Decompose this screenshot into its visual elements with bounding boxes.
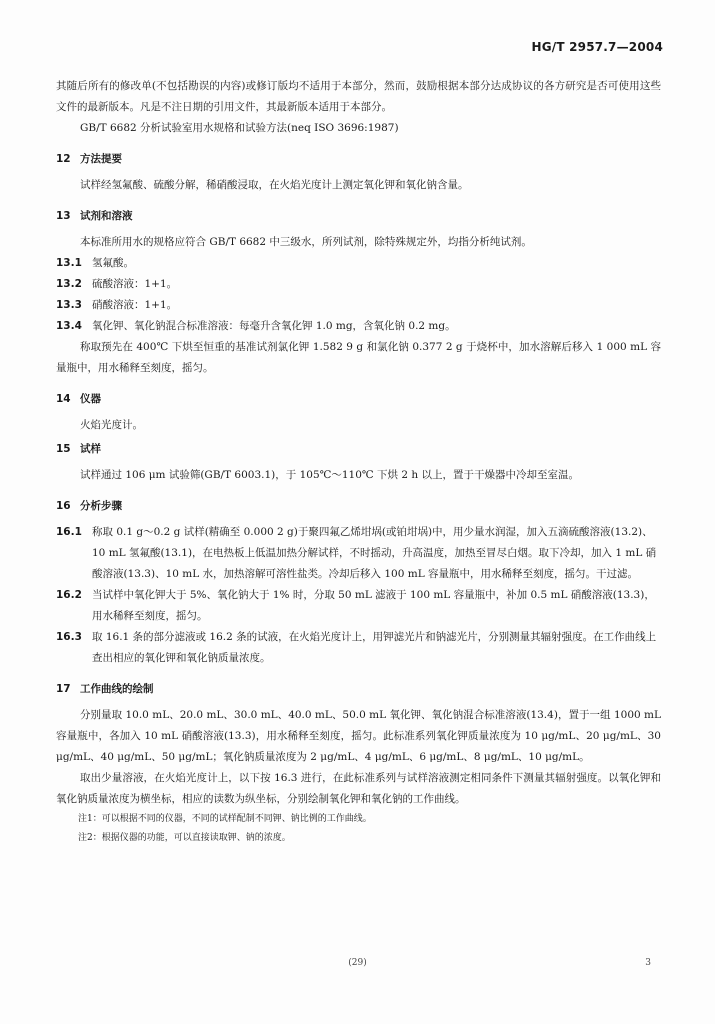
section-12-body: 试样经氢氟酸、硫酸分解，稀硝酸浸取，在火焰光度计上测定氧化钾和氧化钠含量。 [80,179,469,191]
item-number: 13.3 [56,299,82,311]
section-title: 试样 [80,443,101,455]
section-title: 仪器 [80,393,101,405]
section-number: 15 [56,442,71,455]
item-number: 13.1 [56,257,82,269]
item-number: 16.1 [56,526,82,538]
item-number: 13.2 [56,278,82,290]
list-item [56,585,661,627]
standard-solution-preparation: 称取预先在 400℃ 下烘至恒重的基准试剂氯化钾 1.582 9 g 和氯化钠 0.377 2 g 于烧杯中，加水溶解后移入 1 000 mL 容量瓶中，用水稀释至刻度，摇匀。 [56,341,661,374]
section-number: 13 [56,209,71,222]
list-item [56,253,661,274]
item-number: 16.3 [56,631,82,643]
list-item [56,274,661,295]
section-number: 17 [56,682,71,695]
item-text: 硝酸溶液：1+1。 [92,299,178,311]
list-item [56,316,661,337]
section-13-body: 本标准所用水的规格应符合 GB/T 6682 中三级水，所列试剂，除特殊规定外，均指分析纯试剂。 [80,236,532,248]
item-text: 取 16.1 条的部分滤液或 16.2 条的试液，在火焰光度计上，用钾滤光片和钠滤光片，分别测量其辐射强度。在工作曲线上查出相应的氧化钾和氧化钠质量浓度。 [92,631,657,664]
section-15-body: 试样通过 106 μm 试验筛(GB/T 6003.1)，于 105℃～110℃ 下烘 2 h 以上，置于干燥器中冷却至室温。 [80,469,579,481]
item-text: 当试样中氧化钾大于 5%、氧化钠大于 1% 时，分取 50 mL 滤液于 100 mL 容量瓶中，补加 0.5 mL 硝酸溶液(13.3)，用水稀释至刻度，摇匀。 [92,589,655,622]
page-content [56,76,661,848]
page-footer-number: (29) [348,958,367,968]
item-number: 16.2 [56,589,82,601]
reference-standard: GB/T 6682 分析试验室用水规格和试验方法(neq ISO 3696:1987) [80,122,399,134]
section-number: 16 [56,499,71,512]
note-2: 注2：根据仪器的功能，可以直接读取钾、钠的浓度。 [78,833,291,843]
page-number: 3 [645,958,651,968]
item-number: 13.4 [56,320,82,332]
section-14-heading [56,388,661,409]
list-item [56,522,661,585]
note-1: 注1：可以根据不同的仪器，不同的试样配制不同钾、钠比例的工作曲线。 [78,814,372,824]
section-14-body: 火焰光度计。 [80,419,143,431]
section-16-heading [56,495,661,516]
item-text: 称取 0.1 g～0.2 g 试样(精确至 0.000 2 g)于聚四氟乙烯坩埚(或铂坩埚)中，用少量水润湿，加入五滴硫酸溶液(13.2)、10 mL 氢氟酸(13.1)，在电热板上低温加热分解试样，不时摇动，升高温度，加热至冒尽白烟。取下冷却，加入 1 mL 硝酸溶液(13.3)、10 mL 水，加热溶解可溶性盐类。冷却后移入 100 mL 容量瓶中，用水稀释至刻度，摇匀。干过滤。 [92,526,657,580]
section-15-heading [56,438,661,459]
section-number: 12 [56,152,71,165]
section-12-heading [56,148,661,169]
item-text: 氧化钾、氧化钠混合标准溶液：每毫升含氧化钾 1.0 mg，含氧化钠 0.2 mg。 [92,320,456,332]
item-text: 硫酸溶液：1+1。 [92,278,178,290]
standard-code: HG/T 2957.7—2004 [531,40,663,54]
section-17-heading [56,678,661,699]
section-title: 工作曲线的绘制 [80,683,154,695]
list-item [56,627,661,669]
measurement-paragraph: 取出少量溶液，在火焰光度计上，以下按 16.3 进行，在此标准系列与试样溶液测定相同条件下测量其辐射强度。以氧化钾和氧化钠质量浓度为横坐标，相应的读数为纵坐标，分别绘制氧化钾和氧化钠的工作曲线。 [56,772,661,805]
intro-paragraph: 其随后所有的修改单(不包括勘误的内容)或修订版均不适用于本部分，然而，鼓励根据本部分达成协议的各方研究是否可使用这些文件的最新版本。凡是不注日期的引用文件，其最新版本适用于本部分。 [56,80,661,113]
calibration-paragraph: 分别量取 10.0 mL、20.0 mL、30.0 mL、40.0 mL、50.0 mL 氧化钾、氧化钠混合标准溶液(13.4)，置于一组 1000 mL 容量瓶中，各加入 10 mL 硝酸溶液(13.3)，用水稀释至刻度，摇匀。此标准系列氧化钾质量浓度为 10 μg/mL、20 μg/mL、30 μg/mL、40 μg/mL、50 μg/mL；氧化钠质量浓度为 2 μg/mL、4 μg/mL、6 μg/mL、8 μg/mL、10 μg/mL。 [56,709,661,763]
section-title: 试剂和溶液 [80,210,133,222]
section-title: 分析步骤 [80,500,122,512]
section-13-heading [56,205,661,226]
item-text: 氢氟酸。 [92,257,134,269]
section-title: 方法提要 [80,153,122,165]
section-number: 14 [56,392,71,405]
list-item [56,295,661,316]
